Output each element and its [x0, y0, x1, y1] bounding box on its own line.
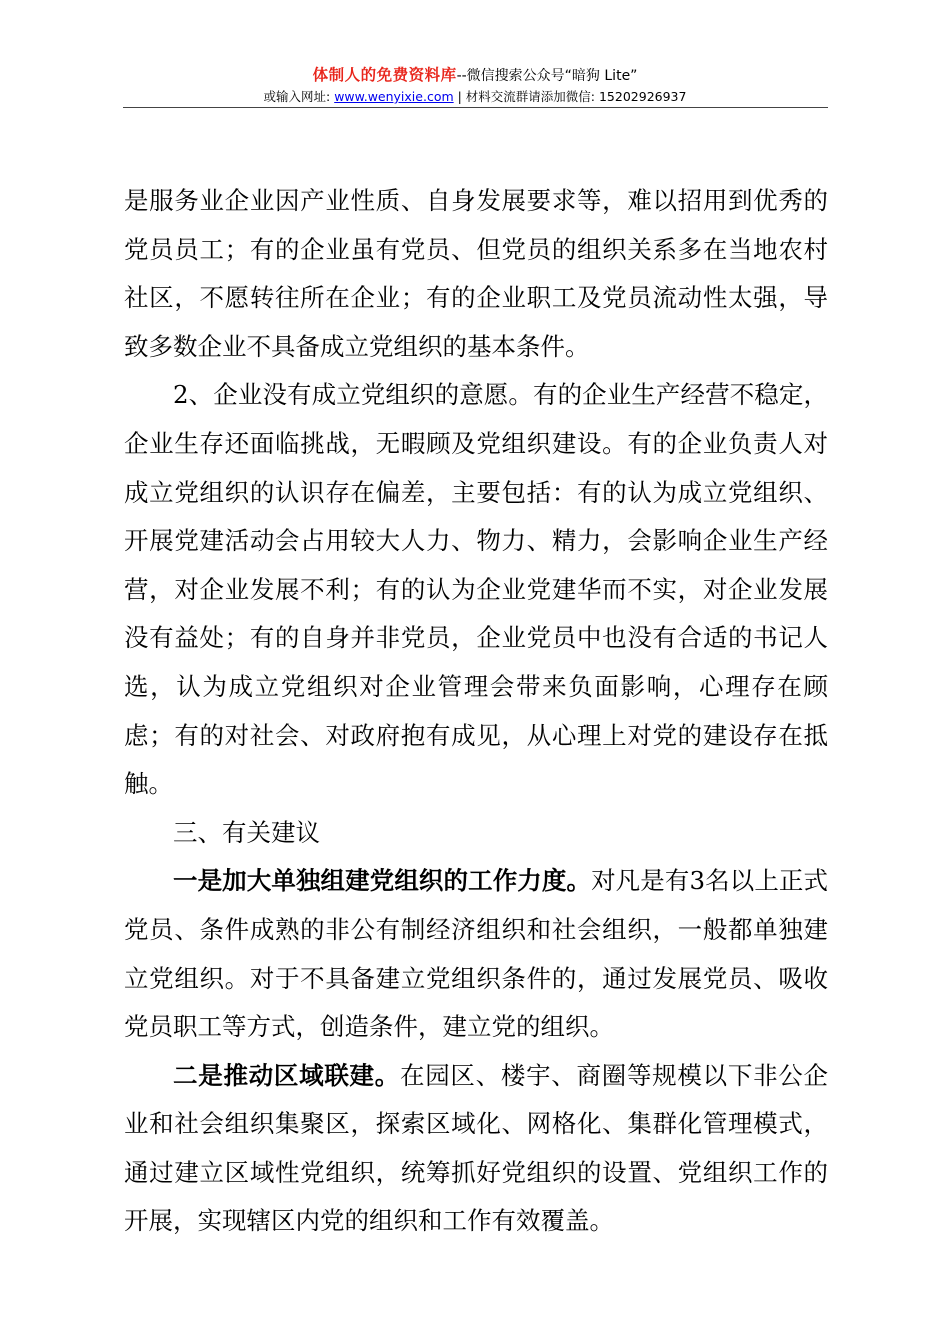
- paragraph-4-lead: 一是加大单独组建党组织的工作力度。: [173, 866, 592, 896]
- header-divider: [123, 107, 828, 108]
- header-url-prefix: 或输入网址:: [263, 89, 335, 104]
- paragraph-2-text: 2、企业没有成立党组织的意愿。有的企业生产经营不稳定，企业生存还面临挑战，无暇顾及党组织建设。有的企业负责人对成立党组织的认识存在偏差，主要包括：有的认为成立党组织、开展党建活动会占用较大人力、物力、精力，会影响企业生产经营，对企业发展不利；有的认为企业党建华而不实，对企业发展没有益处；有的自身并非党员，企业党员中也没有合适的书记人选，认为成立党组织对企业管理会带来负面影响，心理存在顾虑；有的对社会、对政府抱有成见，从心理上对党的建设存在抵触。: [124, 380, 828, 799]
- paragraph-5: [124, 1052, 828, 1246]
- paragraph-4: [124, 857, 828, 1051]
- document-body: [124, 177, 828, 1246]
- paragraph-1: [124, 177, 828, 371]
- paragraph-2: [124, 371, 828, 808]
- header-url-suffix: | 材料交流群请添加微信: 15202926937: [453, 89, 687, 104]
- header-tagline: --微信搜索公众号“暗狗 Lite”: [456, 68, 638, 84]
- header-url-link[interactable]: www.wenyixie.com: [334, 89, 454, 104]
- header-brand: 体制人的免费资料库: [312, 66, 457, 84]
- paragraph-5-lead: 二是推动区域联建。: [173, 1060, 400, 1090]
- section-heading-text: 三、有关建议: [173, 817, 320, 847]
- paragraph-1-text: 是服务业企业因产业性质、自身发展要求等，难以招用到优秀的党员员工；有的企业虽有党员、但党员的组织关系多在当地农村社区，不愿转往所在企业；有的企业职工及党员流动性太强，导致多数企业不具备成立党组织的基本条件。: [124, 186, 828, 361]
- header-line-2: [0, 89, 950, 105]
- section-heading: [124, 809, 828, 858]
- paragraph-4-text: 对凡是有3名以上正式党员、条件成熟的非公有制经济组织和社会组织，一般都单独建立党组织。对于不具备建立党组织条件的，通过发展党员、吸收党员职工等方式，创造条件，建立党的组织。: [124, 866, 828, 1042]
- paragraph-5-text: 在园区、楼宇、商圈等规模以下非公企业和社会组织集聚区，探索区域化、网格化、集群化管理模式，通过建立区域性党组织，统筹抓好党组织的设置、党组织工作的开展，实现辖区内党的组织和工作有效覆盖。: [124, 1060, 829, 1236]
- header-line-1: [0, 66, 950, 85]
